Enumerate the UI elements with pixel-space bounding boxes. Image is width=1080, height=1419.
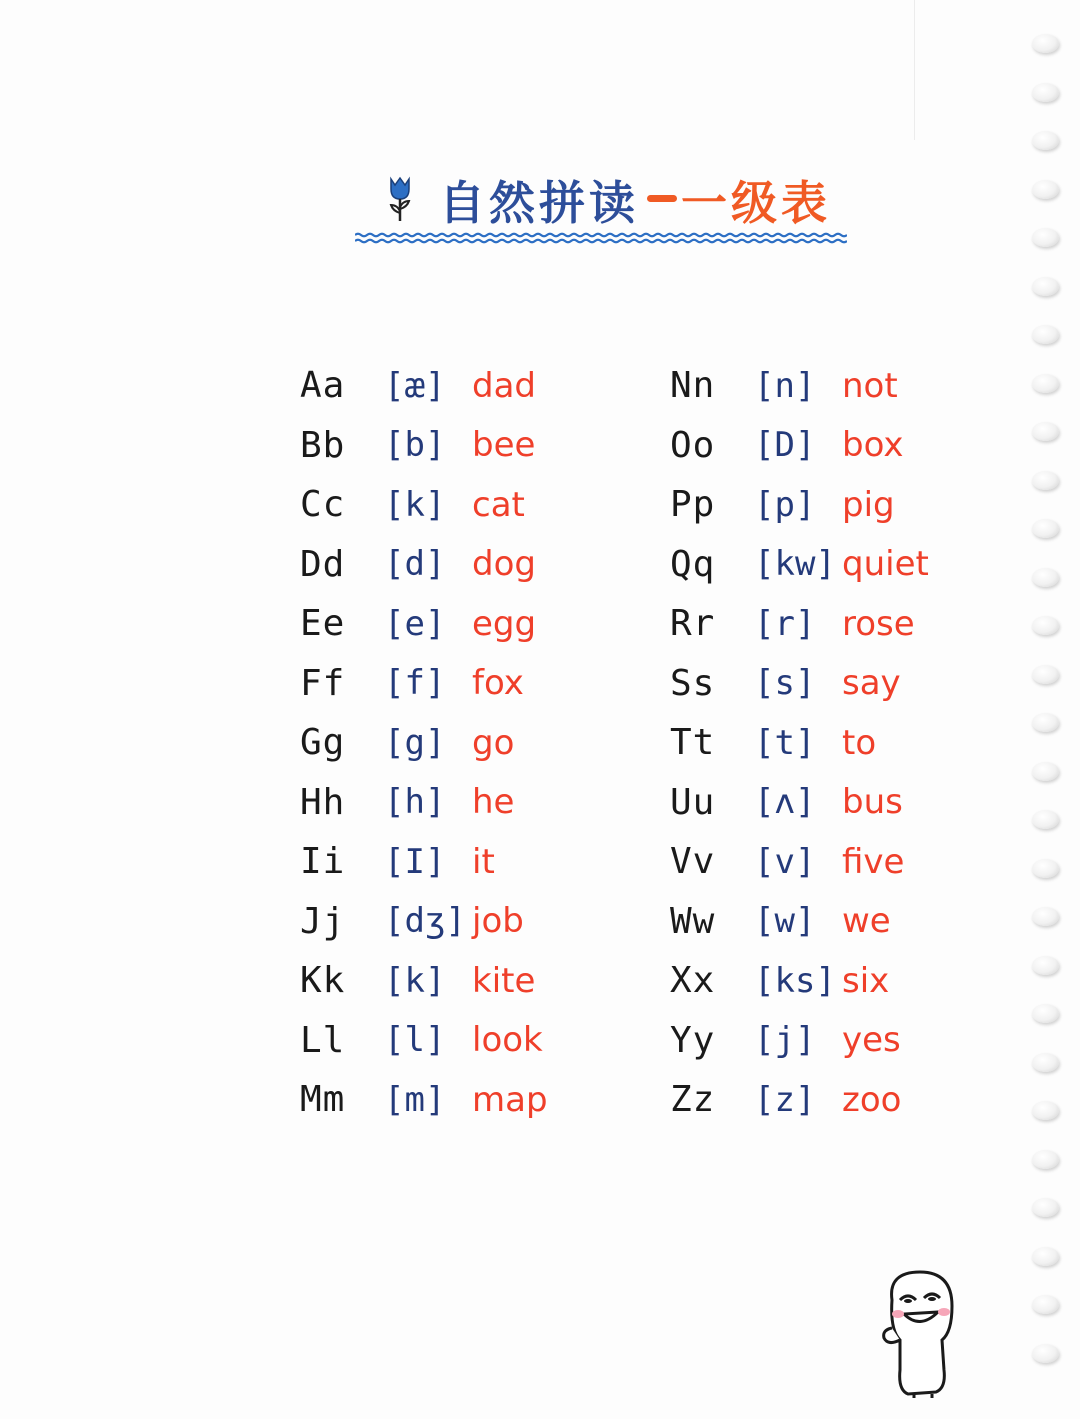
phonics-row xyxy=(300,356,548,416)
binding-ring xyxy=(1032,1344,1059,1363)
example-word: egg xyxy=(472,603,537,644)
binding-ring xyxy=(1032,1004,1059,1023)
page-title xyxy=(385,168,831,232)
example-word: bee xyxy=(472,425,536,466)
phonics-row xyxy=(670,654,929,714)
phonetic-symbol: [I] xyxy=(384,841,446,882)
letter-pair: Pp xyxy=(670,484,716,526)
phonics-row xyxy=(300,951,548,1011)
example-word: go xyxy=(472,722,515,763)
phonetic-symbol: [æ] xyxy=(384,365,446,406)
phonics-row xyxy=(670,832,929,892)
phonetic-symbol: [k] xyxy=(384,484,446,525)
letter-pair: Yy xyxy=(670,1019,716,1061)
phonetic-symbol: [j] xyxy=(754,1020,816,1061)
binding-ring xyxy=(1032,422,1059,441)
letter-pair: Mm xyxy=(300,1079,346,1121)
phonics-row xyxy=(300,475,548,535)
binding-ring xyxy=(1032,471,1059,490)
phonetic-symbol: [e] xyxy=(384,603,446,644)
letter-pair: Vv xyxy=(670,841,716,883)
example-word: he xyxy=(472,782,515,823)
phonics-row xyxy=(670,1011,929,1071)
letter-pair: Dd xyxy=(300,543,346,585)
example-word: bus xyxy=(842,782,903,823)
letter-pair: Ww xyxy=(670,900,716,942)
example-word: five xyxy=(842,841,905,882)
phonetic-symbol: [r] xyxy=(754,603,816,644)
letter-pair: Rr xyxy=(670,603,716,645)
example-word: say xyxy=(842,663,901,704)
phonics-row xyxy=(670,594,929,654)
binding-ring xyxy=(1032,762,1059,781)
phonetic-symbol: [l] xyxy=(384,1020,446,1061)
letter-pair: Xx xyxy=(670,960,716,1002)
binding-ring xyxy=(1032,83,1059,102)
binding-ring xyxy=(1032,374,1059,393)
binding-ring xyxy=(1032,665,1059,684)
letter-pair: Hh xyxy=(300,781,346,823)
letter-pair: Ee xyxy=(300,603,346,645)
mascot-icon xyxy=(878,1270,966,1400)
phonics-row xyxy=(670,356,929,416)
letter-pair: Bb xyxy=(300,424,346,466)
phonetic-symbol: [v] xyxy=(754,841,816,882)
phonics-row xyxy=(300,1070,548,1130)
example-word: it xyxy=(472,841,495,882)
example-word: dog xyxy=(472,544,536,585)
phonics-row xyxy=(300,594,548,654)
phonetic-symbol: [b] xyxy=(384,425,446,466)
phonetic-symbol: [n] xyxy=(754,365,816,406)
phonics-row xyxy=(300,832,548,892)
binding-ring xyxy=(1032,1247,1059,1266)
phonics-row xyxy=(670,475,929,535)
binding-ring xyxy=(1032,859,1059,878)
title-main-text: 自然拼读 xyxy=(439,176,639,230)
letter-pair: Cc xyxy=(300,484,346,526)
title-dash xyxy=(647,195,677,202)
phonics-row xyxy=(670,773,929,833)
phonics-row xyxy=(300,713,548,773)
example-word: job xyxy=(472,901,524,942)
example-word: yes xyxy=(842,1020,901,1061)
example-word: rose xyxy=(842,603,915,644)
title-wave-underline xyxy=(355,230,847,246)
binding-ring xyxy=(1032,1295,1059,1314)
phonics-row xyxy=(300,892,548,952)
example-word: zoo xyxy=(842,1079,902,1120)
example-word: box xyxy=(842,425,904,466)
phonics-row xyxy=(670,892,929,952)
phonics-row xyxy=(300,535,548,595)
phonetic-symbol: [t] xyxy=(754,722,816,763)
binding-ring xyxy=(1032,1150,1059,1169)
phonics-row xyxy=(300,654,548,714)
phonetic-symbol: [w] xyxy=(754,901,816,942)
binding-ring xyxy=(1032,616,1059,635)
letter-pair: Kk xyxy=(300,960,346,1002)
example-word: we xyxy=(842,901,891,942)
phonics-row xyxy=(670,713,929,773)
phonetic-symbol: [ʌ] xyxy=(754,782,816,823)
phonetic-symbol: [d] xyxy=(384,544,446,585)
phonics-row xyxy=(670,416,929,476)
phonetic-symbol: [kw] xyxy=(754,544,836,585)
phonics-row xyxy=(300,416,548,476)
binding-ring xyxy=(1032,956,1059,975)
letter-pair: Gg xyxy=(300,722,346,764)
phonics-row xyxy=(670,951,929,1011)
binding-ring xyxy=(1032,1198,1059,1217)
letter-pair: Jj xyxy=(300,900,346,942)
phonics-row xyxy=(300,773,548,833)
example-word: to xyxy=(842,722,877,763)
example-word: cat xyxy=(472,484,525,525)
letter-pair: Zz xyxy=(670,1079,716,1121)
binding-ring xyxy=(1032,713,1059,732)
example-word: pig xyxy=(842,484,895,525)
phonetic-symbol: [k] xyxy=(384,960,446,1001)
phonics-row xyxy=(300,1011,548,1071)
example-word: map xyxy=(472,1079,548,1120)
letter-pair: Nn xyxy=(670,365,716,407)
phonics-row xyxy=(670,1070,929,1130)
letter-pair: Aa xyxy=(300,365,346,407)
binding-ring xyxy=(1032,519,1059,538)
tulip-icon xyxy=(385,175,415,225)
binding-ring xyxy=(1032,131,1059,150)
phonics-row xyxy=(670,535,929,595)
example-word: kite xyxy=(472,960,536,1001)
phonetic-symbol: [g] xyxy=(384,722,446,763)
example-word: six xyxy=(842,960,890,1001)
phonetic-symbol: [f] xyxy=(384,663,446,704)
binding-ring xyxy=(1032,277,1059,296)
binding-ring xyxy=(1032,1053,1059,1072)
example-word: not xyxy=(842,365,898,406)
binding-ring xyxy=(1032,180,1059,199)
example-word: dad xyxy=(472,365,536,406)
letter-pair: Uu xyxy=(670,781,716,823)
example-word: quiet xyxy=(842,544,929,585)
phonetic-symbol: [dʒ] xyxy=(384,901,466,942)
phonics-column-left xyxy=(300,356,548,1130)
letter-pair: Ii xyxy=(300,841,346,883)
phonics-column-right xyxy=(670,356,929,1130)
page-margin-line xyxy=(914,0,915,140)
phonetic-symbol: [D] xyxy=(754,425,816,466)
title-accent-text: 一级表 xyxy=(681,176,831,230)
binding-ring xyxy=(1032,568,1059,587)
binding-ring xyxy=(1032,907,1059,926)
letter-pair: Ss xyxy=(670,662,716,704)
phonetic-symbol: [z] xyxy=(754,1079,816,1120)
example-word: look xyxy=(472,1020,543,1061)
binding-ring xyxy=(1032,810,1059,829)
phonetic-symbol: [h] xyxy=(384,782,446,823)
example-word: fox xyxy=(472,663,524,704)
binding-ring xyxy=(1032,325,1059,344)
letter-pair: Ff xyxy=(300,662,346,704)
phonetic-symbol: [p] xyxy=(754,484,816,525)
phonetic-symbol: [s] xyxy=(754,663,816,704)
letter-pair: Ll xyxy=(300,1019,346,1061)
binding-ring xyxy=(1032,1101,1059,1120)
spiral-binding xyxy=(1032,34,1068,1392)
letter-pair: Oo xyxy=(670,424,716,466)
binding-ring xyxy=(1032,228,1059,247)
binding-ring xyxy=(1032,34,1059,53)
letter-pair: Tt xyxy=(670,722,716,764)
letter-pair: Qq xyxy=(670,543,716,585)
phonetic-symbol: [ks] xyxy=(754,960,836,1001)
phonetic-symbol: [m] xyxy=(384,1079,446,1120)
